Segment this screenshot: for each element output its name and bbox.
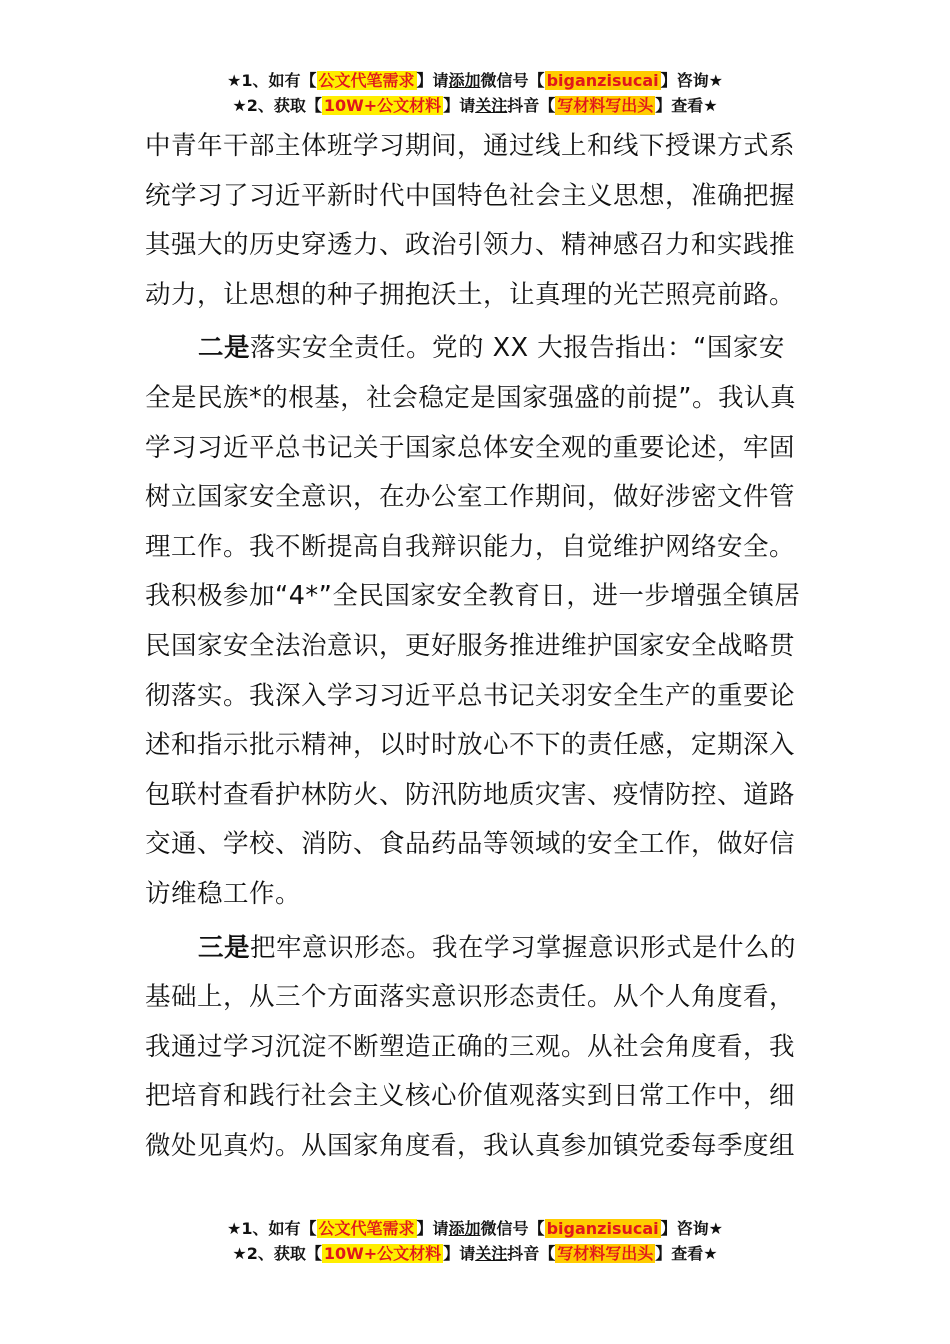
paragraph-text: 落实安全责任。党的 XX 大报告指出：“国家安全是民族*的根基，社会稳定是国家强盛的前提”。我认真学习习近平总书记关于国家总体安全观的重要论述，牢固树立国家安全意识，在办公室工作期间，做好涉密文件管理工作。我不断提高自我辩识能力，自觉维护网络安全。我积极参加“4*”全民国家安全教育日，进一步增强全镇居民国家安全法治意识，更好服务推进维护国家安全战略贯彻落实。我深入学习习近平总书记关羽安全生产的重要论述和指示批示精神，以时时放心不下的责任感，定期深入包联村查看护林防火、防汛防地质灾害、疫情防控、道路交通、学校、消防、食品药品等领域的安全工作，做好信访维稳工作。 <box>145 333 801 909</box>
banner-text: ★2、获取【 <box>232 1244 322 1263</box>
paragraph-lead: 三是 <box>198 932 251 963</box>
highlight-materials: 10W+公文材料 <box>323 1244 442 1263</box>
paragraph-3 <box>145 924 807 1172</box>
banner-line-2 <box>0 93 950 118</box>
banner-line-1 <box>0 68 950 93</box>
highlight-douyin-account: 写材料写出头 <box>557 96 654 115</box>
highlight-wechat-id: biganzisucai <box>546 1219 659 1238</box>
highlight-douyin-account: 写材料写出头 <box>557 1244 654 1263</box>
banner-underlined: 关注 <box>475 1244 508 1263</box>
paragraph-lead: 二是 <box>198 333 251 364</box>
banner-text: 】请 <box>416 71 449 90</box>
banner-text: 】请 <box>443 1244 476 1263</box>
banner-underlined: 添加 <box>448 1219 481 1238</box>
banner-text: 】咨询★ <box>660 71 723 90</box>
paragraph-1 <box>145 122 807 320</box>
banner-text: 微信号【 <box>480 71 545 90</box>
banner-underlined: 关注 <box>475 96 508 115</box>
highlight-wechat-id: biganzisucai <box>546 71 659 90</box>
paragraph-text: 中青年干部主体班学习期间，通过线上和线下授课方式系统学习了习近平新时代中国特色社会主义思想，准确把握其强大的历史穿透力、政治引领力、精神感召力和实践推动力，让思想的种子拥抱沃土，让真理的光芒照亮前路。 <box>145 131 796 310</box>
banner-text: 】咨询★ <box>660 1219 723 1238</box>
paragraph-2 <box>145 324 807 919</box>
banner-text: 】查看★ <box>655 1244 718 1263</box>
highlight-ghostwriting: 公文代笔需求 <box>318 1219 415 1238</box>
banner-text: ★2、获取【 <box>232 96 322 115</box>
header-banner <box>0 68 950 118</box>
paragraph-text: 把牢意识形态。我在学习掌握意识形式是什么的基础上，从三个方面落实意识形态责任。从个人角度看，我通过学习沉淀不断塑造正确的三观。从社会角度看，我把培育和践行社会主义核心价值观落实到日常工作中，细微处见真灼。从国家角度看，我认真参加镇党委每季度组 <box>145 932 797 1161</box>
banner-line-2 <box>0 1241 950 1266</box>
banner-underlined: 添加 <box>448 71 481 90</box>
footer-banner <box>0 1216 950 1266</box>
banner-text: 】请 <box>443 96 476 115</box>
banner-text: 】查看★ <box>655 96 718 115</box>
banner-text: ★1、如有【 <box>227 71 317 90</box>
banner-text: 抖音【 <box>507 96 556 115</box>
banner-text: ★1、如有【 <box>227 1219 317 1238</box>
banner-text: 抖音【 <box>507 1244 556 1263</box>
highlight-materials: 10W+公文材料 <box>323 96 442 115</box>
banner-text: 微信号【 <box>480 1219 545 1238</box>
document-body <box>145 122 807 1175</box>
banner-line-1 <box>0 1216 950 1241</box>
banner-text: 】请 <box>416 1219 449 1238</box>
highlight-ghostwriting: 公文代笔需求 <box>318 71 415 90</box>
